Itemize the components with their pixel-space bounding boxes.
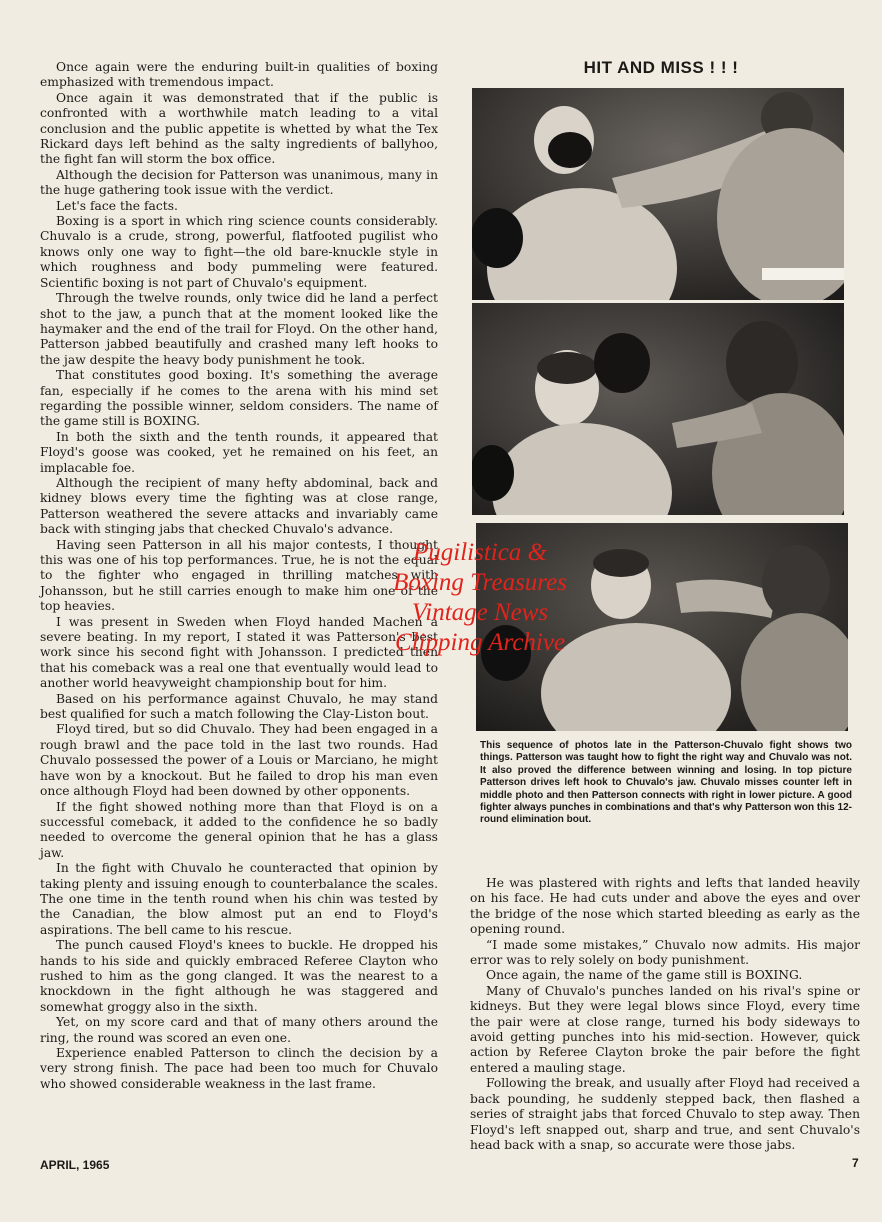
paragraph: He was plastered with rights and lefts that landed heavily on his face. He had cuts under and above the eyes and over the bridge of the nose which started bleeding as early as the opening round.: [470, 876, 860, 937]
article-right-column: [470, 876, 860, 1153]
boxing-photo-top: [472, 88, 844, 300]
paragraph: Based on his performance against Chuvalo, he may stand best qualified for such a match following the Clay-Liston bout.: [40, 691, 438, 722]
issue-date: APRIL, 1965: [40, 1158, 110, 1172]
page-number: 7: [852, 1156, 859, 1170]
paragraph: Floyd tired, but so did Chuvalo. They had been engaged in a rough brawl and the pace told in the last two rounds. Had Chuvalo possessed the power of a Louis or Marciano, he might have won by a knockout. But he failed to drop his man even once although Floyd had been downed by other opponents.: [40, 722, 438, 799]
paragraph: Through the twelve rounds, only twice did he land a perfect shot to the jaw, a punch that at the moment looked like the haymaker and the end of the trail for Floyd. On the other hand, Patterson jabbed beautifully and crashed many left hooks to the jaw despite the heavy body punishment he took.: [40, 291, 438, 367]
paragraph: In both the sixth and the tenth rounds, it appeared that Floyd's goose was cooked, yet he remained on his feet, an implacable foe.: [40, 429, 438, 475]
paragraph: Although the decision for Patterson was unanimous, many in the huge gathering took issue with the verdict.: [40, 167, 438, 198]
paragraph: Yet, on my score card and that of many others around the ring, the round was scored an even one.: [40, 1015, 438, 1045]
caption-text: This sequence of photos late in the Patterson-Chuvalo fight shows two things. Patterson was taught how to fight the right way and Chuvalo was not. It also proved the difference between winning and losing. In top picture Patterson drives left hook to Chuvalo's jaw. Chuvalo misses counter left in middle photo and then Patterson connects with right in lower picture. A good fighter always punches in combinations and that's why Patterson won this 12-round elimination bout.: [480, 740, 852, 826]
paragraph: Although the recipient of many hefty abdominal, back and kidney blows every time the fighting was at close range, Patterson weathered the severe attacks and invariably came back with stinging jabs that checked Chuvalo's advance.: [40, 475, 438, 537]
paragraph: “I made some mistakes,” Chuvalo now admits. His major error was to rely solely on body punishment.: [470, 937, 860, 968]
photo-headline: HIT AND MISS ! ! !: [583, 58, 739, 77]
boxing-photo-bottom: [476, 523, 848, 731]
watermark-line: Pugilistica &: [412, 539, 548, 566]
photo-caption: [480, 740, 852, 827]
watermark-line: Clipping Archive: [394, 629, 566, 656]
paragraph: Once again were the enduring built-in qualities of boxing emphasized with tremendous impact.: [40, 60, 438, 90]
paragraph: Let's face the facts.: [56, 198, 178, 213]
paragraph: If the fight showed nothing more than that Floyd is on a successful comeback, it added to the confidence he so badly needed to overcome the general opinion that he has a glass jaw.: [40, 799, 438, 860]
paragraph: The punch caused Floyd's knees to buckle. He dropped his hands to his side and quickly embraced Referee Clayton who rushed to him as the gong clanged. It was the nearest to a knockdown in the fight although he was staggered and somewhat groggy also in the sixth.: [40, 938, 438, 1014]
paragraph: That constitutes good boxing. It's something the average fan, especially if he comes to the arena with his mind set regarding the possible winner, seldom considers. The name of the game still is BOXING.: [40, 368, 438, 429]
paragraph: Once again, the name of the game still is BOXING.: [486, 968, 803, 983]
paragraph: Having seen Patterson in all his major contests, I thought this was one of his top performances. True, he is not the equal to the fighter who engaged in thrilling matches with Johansson, but he still carries enough to make him one of the top heavies.: [40, 537, 438, 614]
article-left-column: [40, 60, 438, 1092]
paragraph: I was present in Sweden when Floyd handed Machen a severe beating. In my report, I stated it was Patterson's best work since his second fight with Johansson. I predicted then that his comeback was a real one that eventually would lead to another world heavyweight championship bout for him.: [40, 614, 438, 691]
watermark-line: Boxing Treasures: [393, 569, 567, 596]
watermark-line: Vintage News: [411, 599, 549, 626]
paragraph: Boxing is a sport in which ring science counts considerably. Chuvalo is a crude, strong, powerful, flatfooted pugilist who knows only one way to fight—the old bare-knuckle style in which roughness and body pummeling were featured. Scientific boxing is not part of Chuvalo's equipment.: [40, 214, 438, 290]
paragraph: In the fight with Chuvalo he counteracted that opinion by taking plenty and issuing enough to counterbalance the scales. The one time in the tenth round when his chin was tested by the Canadian, the blow almost put an end to Floyd's aspirations. The bell came to his rescue.: [40, 861, 438, 937]
paragraph: Once again it was demonstrated that if the public is confronted with a worthwhile match leading to a vital conclusion and the public appetite is whetted by what the Tex Rickard days left behind as the salty ingredients of ballyhoo, the fight fan will storm the box office.: [40, 90, 438, 167]
paragraph: Following the break, and usually after Floyd had received a back pounding, he suddenly stepped back, then flashed a series of straight jabs that forced Chuvalo to step away. Then Floyd's left snapped out, sharp and true, and sent Chuvalo's head back with a snap, so accurate were those jabs.: [470, 1076, 860, 1152]
boxing-photo-middle: [472, 303, 844, 515]
paragraph: Many of Chuvalo's punches landed on his rival's spine or kidneys. But they were legal blows since Floyd, every time the pair were at close range, turned his body sideways to avoid getting punches into his mid-section. However, quick action by Referee Clayton broke the pair before the fight entered a mauling stage.: [470, 983, 860, 1075]
paragraph: Experience enabled Patterson to clinch the decision by a very strong finish. The pace had been too much for Chuvalo who showed considerable weakness in the last frame.: [40, 1046, 438, 1091]
